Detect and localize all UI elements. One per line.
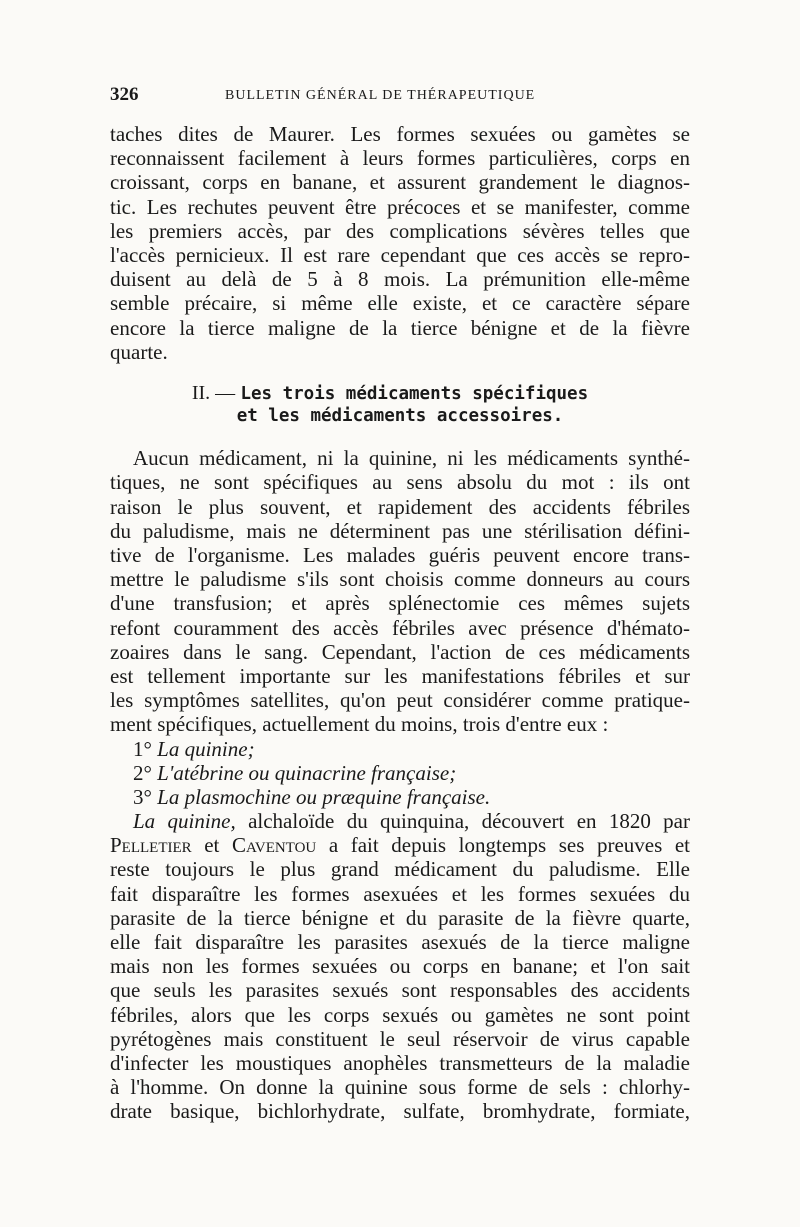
section-title-line-2: et les médicaments accessoires. (236, 406, 564, 427)
page-body (110, 122, 690, 1124)
text-line: à l'homme. On donne la quinine sous forme de sels : chlorhy- (110, 1075, 690, 1100)
list-item (110, 785, 690, 809)
text-line: du paludisme, mais ne déterminent pas une stérilisation défini- (110, 518, 690, 543)
text-line: mais non les formes sexuées ou corps en banane; et l'on sait (110, 954, 690, 979)
list-number: 3° (133, 784, 152, 809)
list-number: 1° (133, 736, 152, 761)
text-line: elle fait disparaître les parasites asexués de la tierce maligne (110, 930, 690, 954)
list-text: La quinine; (157, 736, 255, 761)
line-rest: a fait depuis longtemps ses preuves et (316, 833, 690, 858)
author-name: Caventou (231, 833, 317, 858)
text-line: fébriles, alors que les corps sexués ou gamètes ne sont point (110, 1002, 690, 1027)
paragraph-quinine (110, 809, 690, 1123)
text-line: d'une transfusion; et après splénectomie ces mêmes sujets (110, 591, 690, 616)
text-line: mettre le paludisme s'ils sont choisis comme donneurs au cours (110, 567, 690, 592)
text-line: semble précaire, si même elle existe, et ce caractère sépare (110, 291, 690, 316)
text-line: duisent au delà de 5 à 8 mois. La prémunition elle-même (110, 267, 690, 292)
section-title-line-1: Les trois médicaments spécifiques (240, 383, 589, 404)
conjunction: et (191, 833, 232, 858)
text-line: reste toujours le plus grand médicament du paludisme. Elle (110, 857, 690, 882)
line-rest: alchaloïde du quinquina, découvert en 1820 par (235, 809, 690, 834)
text-line: pyrétogènes mais constituent le seul réservoir de virus capable (110, 1026, 690, 1051)
text-line: taches dites de Maurer. Les formes sexuées ou gamètes se (110, 122, 690, 146)
list-item (110, 761, 690, 785)
text-line: refont couramment des accès fébriles avec présence d'hémato- (110, 615, 690, 640)
italic-lead: La quinine, (133, 809, 236, 834)
text-line: croissant, corps en banane, et assurent grandement le diagnos- (110, 170, 690, 195)
section-numeral: II. — (191, 381, 236, 404)
list-number: 2° (133, 760, 152, 785)
medicament-list (110, 737, 690, 810)
text-line: tive de l'organisme. Les malades guéris peuvent encore trans- (110, 543, 690, 567)
page-number: 326 (110, 84, 139, 105)
text-line: les symptômes satellites, qu'on peut considérer comme pratique- (110, 688, 690, 713)
text-line: tic. Les rechutes peuvent être précoces et se manifester, comme (110, 194, 690, 219)
paragraph-continuation (110, 122, 690, 364)
text-line: raison le plus souvent, et rapidement des accidents fébriles (110, 494, 690, 519)
paragraph-medicaments (110, 446, 690, 736)
text-line: Aucun médicament, ni la quinine, ni les médicaments synthé- (133, 446, 690, 471)
text-line: que seuls les parasites sexués sont responsables des accidents (110, 978, 690, 1003)
text-line: est tellement importante sur les manifestations fébriles et sur (110, 663, 690, 688)
text-line: drate basique, bichlorhydrate, sulfate, bromhydrate, formiate, (110, 1099, 690, 1124)
text-line: quarte. (110, 339, 168, 364)
text-line: ment spécifiques, actuellement du moins, trois d'entre eux : (110, 712, 609, 737)
text-line: d'infecter les moustiques anophèles transmetteurs de la maladie (110, 1050, 690, 1075)
list-text: L'atébrine ou quinacrine française; (157, 760, 457, 785)
running-title: BULLETIN GÉNÉRAL DE THÉRAPEUTIQUE (225, 88, 536, 103)
list-text: La plasmochine ou præquine française. (157, 784, 491, 809)
author-name: Pelletier (110, 833, 192, 858)
text-line: l'accès pernicieux. Il est rare cependant que ces accès se repro- (110, 242, 690, 267)
text-line: tiques, ne sont spécifiques au sens absolu du mot : ils ont (110, 470, 690, 495)
text-line (110, 809, 690, 833)
text-line: reconnaissent facilement à leurs formes particulières, corps en (110, 146, 690, 171)
section-heading (110, 380, 690, 428)
text-line (110, 833, 690, 857)
page-header (110, 84, 690, 108)
text-line: les premiers accès, par des complications sévères telles que (110, 218, 690, 243)
text-line: fait disparaître les formes asexuées et les formes sexuées du (110, 881, 690, 906)
text-line: zoaires dans le sang. Cependant, l'action de ces médicaments (110, 639, 690, 664)
list-item (110, 737, 690, 761)
text-line: encore la tierce maligne de la tierce bénigne et de la fièvre (110, 315, 690, 340)
text-line: parasite de la tierce bénigne et du parasite de la fièvre quarte, (110, 905, 690, 930)
